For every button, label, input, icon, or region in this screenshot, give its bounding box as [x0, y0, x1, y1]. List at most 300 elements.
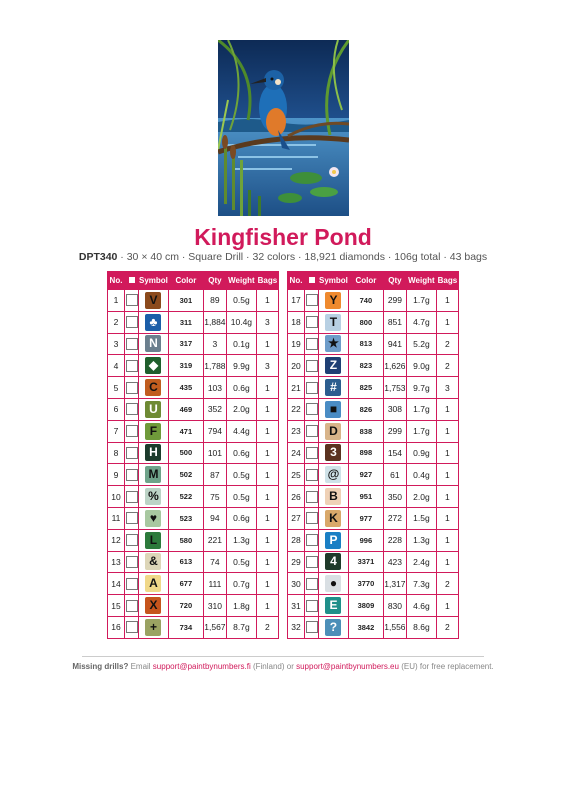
table-row [108, 551, 279, 573]
weight: 8.6g [406, 616, 436, 638]
checkbox[interactable] [306, 294, 318, 306]
symbol-badge: F [145, 423, 161, 440]
color-code: 469 [168, 398, 203, 420]
checkbox[interactable] [306, 338, 318, 350]
symbol-badge: @ [325, 466, 341, 483]
row-checkbox-cell [125, 529, 139, 551]
checkbox[interactable] [306, 425, 318, 437]
checkbox[interactable] [126, 491, 138, 503]
checkbox[interactable] [126, 316, 138, 328]
checkbox[interactable] [306, 578, 318, 590]
quantity: 941 [383, 333, 406, 355]
table-row [288, 573, 459, 595]
quantity: 1,753 [383, 377, 406, 399]
row-number: 29 [288, 551, 305, 573]
color-code: 435 [168, 377, 203, 399]
quantity: 101 [203, 442, 226, 464]
row-checkbox-cell [305, 290, 319, 312]
row-symbol-cell [319, 333, 349, 355]
weight: 5.2g [406, 333, 436, 355]
row-symbol-cell [319, 507, 349, 529]
color-code: 898 [348, 442, 383, 464]
bags: 1 [256, 529, 278, 551]
quantity: 830 [383, 595, 406, 617]
table-row [288, 486, 459, 508]
checkbox[interactable] [126, 447, 138, 459]
header-weight: Weight [226, 272, 256, 290]
color-code: 317 [168, 333, 203, 355]
weight: 1.7g [406, 420, 436, 442]
weight: 2.4g [406, 551, 436, 573]
quantity: 89 [203, 290, 226, 312]
bags: 1 [256, 398, 278, 420]
checkbox[interactable] [126, 469, 138, 481]
quantity: 310 [203, 595, 226, 617]
symbol-badge: B [325, 488, 341, 505]
weight: 4.4g [226, 420, 256, 442]
table-row [108, 507, 279, 529]
table-row [108, 290, 279, 312]
row-checkbox-cell [125, 464, 139, 486]
row-symbol-cell [319, 551, 349, 573]
weight: 0.6g [226, 442, 256, 464]
row-checkbox-cell [125, 573, 139, 595]
checkbox[interactable] [306, 491, 318, 503]
footer-text-2: (Finland) or [250, 662, 297, 671]
row-symbol-cell [139, 333, 169, 355]
row-number: 2 [108, 311, 125, 333]
header-check [125, 272, 139, 290]
quantity: 3 [203, 333, 226, 355]
row-symbol-cell [319, 595, 349, 617]
weight: 2.0g [406, 486, 436, 508]
color-legend-table-left [107, 271, 279, 639]
symbol-badge: 4 [325, 553, 341, 570]
bags: 1 [436, 464, 458, 486]
checkbox[interactable] [306, 447, 318, 459]
checkbox[interactable] [126, 600, 138, 612]
header-no: No. [108, 272, 125, 290]
bags: 1 [256, 290, 278, 312]
row-symbol-cell [139, 377, 169, 399]
checkbox[interactable] [306, 621, 318, 633]
row-number: 25 [288, 464, 305, 486]
color-code: 522 [168, 486, 203, 508]
checkbox[interactable] [306, 316, 318, 328]
page-title: Kingfisher Pond [194, 224, 372, 250]
table-row [108, 398, 279, 420]
symbol-badge: V [145, 292, 161, 309]
row-number: 21 [288, 377, 305, 399]
row-symbol-cell [139, 355, 169, 377]
color-code: 3842 [348, 616, 383, 638]
row-checkbox-cell [305, 507, 319, 529]
product-specs: · 30 × 40 cm · Square Drill · 32 colors · 18,921 diamonds · 106g total · 43 bags [117, 251, 488, 263]
row-checkbox-cell [125, 333, 139, 355]
checkbox[interactable] [126, 360, 138, 372]
bags: 3 [256, 311, 278, 333]
bags: 1 [256, 464, 278, 486]
symbol-badge: # [325, 379, 341, 396]
weight: 1.7g [406, 290, 436, 312]
symbol-badge: M [145, 466, 161, 483]
row-checkbox-cell [305, 355, 319, 377]
color-code: 3809 [348, 595, 383, 617]
checkbox[interactable] [126, 534, 138, 546]
weight: 1.7g [406, 398, 436, 420]
checkbox[interactable] [126, 338, 138, 350]
symbol-badge: U [145, 401, 161, 418]
table-row [288, 551, 459, 573]
bags: 1 [256, 507, 278, 529]
weight: 0.1g [226, 333, 256, 355]
row-number: 3 [108, 333, 125, 355]
quantity: 308 [383, 398, 406, 420]
kingfisher-painting-icon [218, 40, 349, 216]
symbol-badge: ■ [325, 401, 341, 418]
symbol-badge: Y [325, 292, 341, 309]
checkbox[interactable] [126, 512, 138, 524]
row-checkbox-cell [305, 442, 319, 464]
table-row [108, 573, 279, 595]
row-checkbox-cell [125, 507, 139, 529]
symbol-badge: % [145, 488, 161, 505]
weight: 9.9g [226, 355, 256, 377]
quantity: 94 [203, 507, 226, 529]
checkbox[interactable] [306, 403, 318, 415]
row-checkbox-cell [125, 486, 139, 508]
quantity: 74 [203, 551, 226, 573]
checkbox[interactable] [306, 600, 318, 612]
color-legend-table-right [287, 271, 459, 639]
checkbox[interactable] [126, 382, 138, 394]
row-checkbox-cell [125, 311, 139, 333]
weight: 0.7g [226, 573, 256, 595]
symbol-badge: & [145, 553, 161, 570]
table-row [288, 464, 459, 486]
symbol-badge: P [325, 532, 341, 549]
row-checkbox-cell [125, 398, 139, 420]
symbol-badge: ◆ [145, 357, 161, 374]
checkbox[interactable] [126, 425, 138, 437]
quantity: 221 [203, 529, 226, 551]
color-code: 825 [348, 377, 383, 399]
quantity: 1,567 [203, 616, 226, 638]
color-code: 826 [348, 398, 383, 420]
row-symbol-cell [139, 573, 169, 595]
bags: 1 [436, 486, 458, 508]
weight: 1.3g [406, 529, 436, 551]
row-symbol-cell [139, 529, 169, 551]
checkbox[interactable] [126, 403, 138, 415]
row-number: 26 [288, 486, 305, 508]
row-symbol-cell [139, 398, 169, 420]
bags: 1 [436, 311, 458, 333]
quantity: 352 [203, 398, 226, 420]
symbol-badge: D [325, 423, 341, 440]
quantity: 1,317 [383, 573, 406, 595]
header-weight: Weight [406, 272, 436, 290]
bags: 1 [256, 551, 278, 573]
table-row [108, 595, 279, 617]
table-row [288, 442, 459, 464]
weight: 4.6g [406, 595, 436, 617]
row-symbol-cell [319, 290, 349, 312]
bags: 2 [256, 616, 278, 638]
symbol-badge: + [145, 619, 161, 636]
quantity: 272 [383, 507, 406, 529]
symbol-badge: X [145, 597, 161, 614]
row-checkbox-cell [305, 486, 319, 508]
header-symbol: Symbol [139, 272, 169, 290]
footer-divider [82, 656, 484, 657]
weight: 0.5g [226, 464, 256, 486]
table-row [288, 377, 459, 399]
footer-text-3: (EU) for free replacement. [398, 662, 494, 671]
row-symbol-cell [319, 377, 349, 399]
checkbox-header-icon [309, 277, 315, 283]
weight: 0.4g [406, 464, 436, 486]
footer-text-1: Email [128, 662, 153, 671]
weight: 8.7g [226, 616, 256, 638]
color-code: 951 [348, 486, 383, 508]
checkbox[interactable] [306, 512, 318, 524]
bags: 1 [256, 442, 278, 464]
symbol-badge: L [145, 532, 161, 549]
weight: 0.5g [226, 290, 256, 312]
bags: 1 [436, 442, 458, 464]
row-symbol-cell [139, 464, 169, 486]
row-symbol-cell [319, 442, 349, 464]
color-code: 613 [168, 551, 203, 573]
row-number: 4 [108, 355, 125, 377]
table-row [108, 442, 279, 464]
footer-note [0, 662, 566, 671]
quantity: 794 [203, 420, 226, 442]
row-symbol-cell [139, 551, 169, 573]
checkbox[interactable] [306, 534, 318, 546]
weight: 9.0g [406, 355, 436, 377]
color-code: 996 [348, 529, 383, 551]
quantity: 111 [203, 573, 226, 595]
bags: 1 [436, 290, 458, 312]
row-number: 16 [108, 616, 125, 638]
color-code: 301 [168, 290, 203, 312]
table-row [288, 420, 459, 442]
table-row [108, 529, 279, 551]
row-checkbox-cell [305, 311, 319, 333]
bags: 1 [256, 486, 278, 508]
color-code: 500 [168, 442, 203, 464]
header-bags: Bags [256, 272, 278, 290]
row-checkbox-cell [125, 420, 139, 442]
table-row [288, 355, 459, 377]
color-code: 3371 [348, 551, 383, 573]
table-row [288, 616, 459, 638]
row-checkbox-cell [125, 595, 139, 617]
symbol-badge: ● [325, 575, 341, 592]
symbol-badge: ♣ [145, 314, 161, 331]
row-checkbox-cell [305, 377, 319, 399]
weight: 1.5g [406, 507, 436, 529]
quantity: 299 [383, 290, 406, 312]
row-symbol-cell [319, 311, 349, 333]
header-color: Color [168, 272, 203, 290]
row-checkbox-cell [305, 616, 319, 638]
header-bags: Bags [436, 272, 458, 290]
weight: 0.5g [226, 551, 256, 573]
header-symbol: Symbol [319, 272, 349, 290]
row-number: 10 [108, 486, 125, 508]
color-code: 977 [348, 507, 383, 529]
header-qty: Qty [383, 272, 406, 290]
row-number: 24 [288, 442, 305, 464]
color-code: 734 [168, 616, 203, 638]
quantity: 350 [383, 486, 406, 508]
row-checkbox-cell [305, 398, 319, 420]
weight: 0.9g [406, 442, 436, 464]
table-row [108, 355, 279, 377]
row-symbol-cell [139, 290, 169, 312]
row-checkbox-cell [125, 355, 139, 377]
color-code: 720 [168, 595, 203, 617]
symbol-badge: ★ [325, 335, 341, 352]
checkbox[interactable] [126, 578, 138, 590]
color-code: 3770 [348, 573, 383, 595]
table-header [288, 272, 459, 290]
row-symbol-cell [139, 486, 169, 508]
bags: 1 [256, 420, 278, 442]
table-row [108, 333, 279, 355]
row-checkbox-cell [125, 442, 139, 464]
row-symbol-cell [139, 311, 169, 333]
row-checkbox-cell [305, 551, 319, 573]
symbol-badge: N [145, 335, 161, 352]
row-number: 17 [288, 290, 305, 312]
quantity: 87 [203, 464, 226, 486]
symbol-badge: T [325, 314, 341, 331]
color-code: 740 [348, 290, 383, 312]
row-number: 19 [288, 333, 305, 355]
quantity: 851 [383, 311, 406, 333]
color-code: 677 [168, 573, 203, 595]
row-number: 5 [108, 377, 125, 399]
checkbox[interactable] [126, 621, 138, 633]
bags: 3 [436, 377, 458, 399]
row-number: 20 [288, 355, 305, 377]
row-checkbox-cell [125, 377, 139, 399]
row-symbol-cell [319, 355, 349, 377]
support-email-eu-link[interactable]: support@paintbynumbers.eu [296, 662, 399, 671]
table-row [108, 486, 279, 508]
quantity: 75 [203, 486, 226, 508]
header-no: No. [288, 272, 305, 290]
weight: 10.4g [226, 311, 256, 333]
symbol-badge: ? [325, 619, 341, 636]
table-row [108, 464, 279, 486]
checkbox[interactable] [126, 556, 138, 568]
row-symbol-cell [319, 464, 349, 486]
checkbox[interactable] [126, 294, 138, 306]
quantity: 61 [383, 464, 406, 486]
quantity: 1,626 [383, 355, 406, 377]
checkbox-header-icon [129, 277, 135, 283]
table-row [108, 311, 279, 333]
table-row [108, 616, 279, 638]
row-checkbox-cell [305, 529, 319, 551]
quantity: 103 [203, 377, 226, 399]
weight: 9.7g [406, 377, 436, 399]
product-code: DPT340 [78, 251, 118, 263]
table-row [108, 377, 279, 399]
row-number: 1 [108, 290, 125, 312]
header-qty: Qty [203, 272, 226, 290]
bags: 1 [256, 333, 278, 355]
bags: 1 [256, 377, 278, 399]
symbol-badge: A [145, 575, 161, 592]
bags: 1 [256, 595, 278, 617]
bags: 3 [256, 355, 278, 377]
table-row [288, 398, 459, 420]
bags: 1 [436, 529, 458, 551]
symbol-badge: Z [325, 357, 341, 374]
support-email-finland-link[interactable]: support@paintbynumbers.fi [152, 662, 251, 671]
row-number: 11 [108, 507, 125, 529]
weight: 0.6g [226, 377, 256, 399]
bags: 1 [256, 573, 278, 595]
row-symbol-cell [319, 529, 349, 551]
weight: 1.3g [226, 529, 256, 551]
symbol-badge: 3 [325, 444, 341, 461]
color-code: 319 [168, 355, 203, 377]
color-code: 823 [348, 355, 383, 377]
row-symbol-cell [139, 507, 169, 529]
header-color: Color [348, 272, 383, 290]
color-code: 813 [348, 333, 383, 355]
color-code: 838 [348, 420, 383, 442]
weight: 1.8g [226, 595, 256, 617]
row-symbol-cell [319, 420, 349, 442]
row-number: 31 [288, 595, 305, 617]
quantity: 423 [383, 551, 406, 573]
row-checkbox-cell [125, 551, 139, 573]
symbol-badge: C [145, 379, 161, 396]
bags: 1 [436, 398, 458, 420]
row-number: 13 [108, 551, 125, 573]
row-checkbox-cell [305, 333, 319, 355]
row-number: 27 [288, 507, 305, 529]
row-symbol-cell [139, 616, 169, 638]
symbol-badge: K [325, 510, 341, 527]
row-number: 15 [108, 595, 125, 617]
color-code: 471 [168, 420, 203, 442]
row-checkbox-cell [125, 616, 139, 638]
checkbox[interactable] [306, 382, 318, 394]
color-code: 580 [168, 529, 203, 551]
checkbox[interactable] [306, 360, 318, 372]
checkbox[interactable] [306, 556, 318, 568]
row-number: 32 [288, 616, 305, 638]
table-row [288, 333, 459, 355]
product-details [0, 251, 566, 263]
row-symbol-cell [319, 616, 349, 638]
row-number: 18 [288, 311, 305, 333]
row-checkbox-cell [125, 290, 139, 312]
row-number: 9 [108, 464, 125, 486]
checkbox[interactable] [306, 469, 318, 481]
row-number: 12 [108, 529, 125, 551]
table-row [108, 420, 279, 442]
